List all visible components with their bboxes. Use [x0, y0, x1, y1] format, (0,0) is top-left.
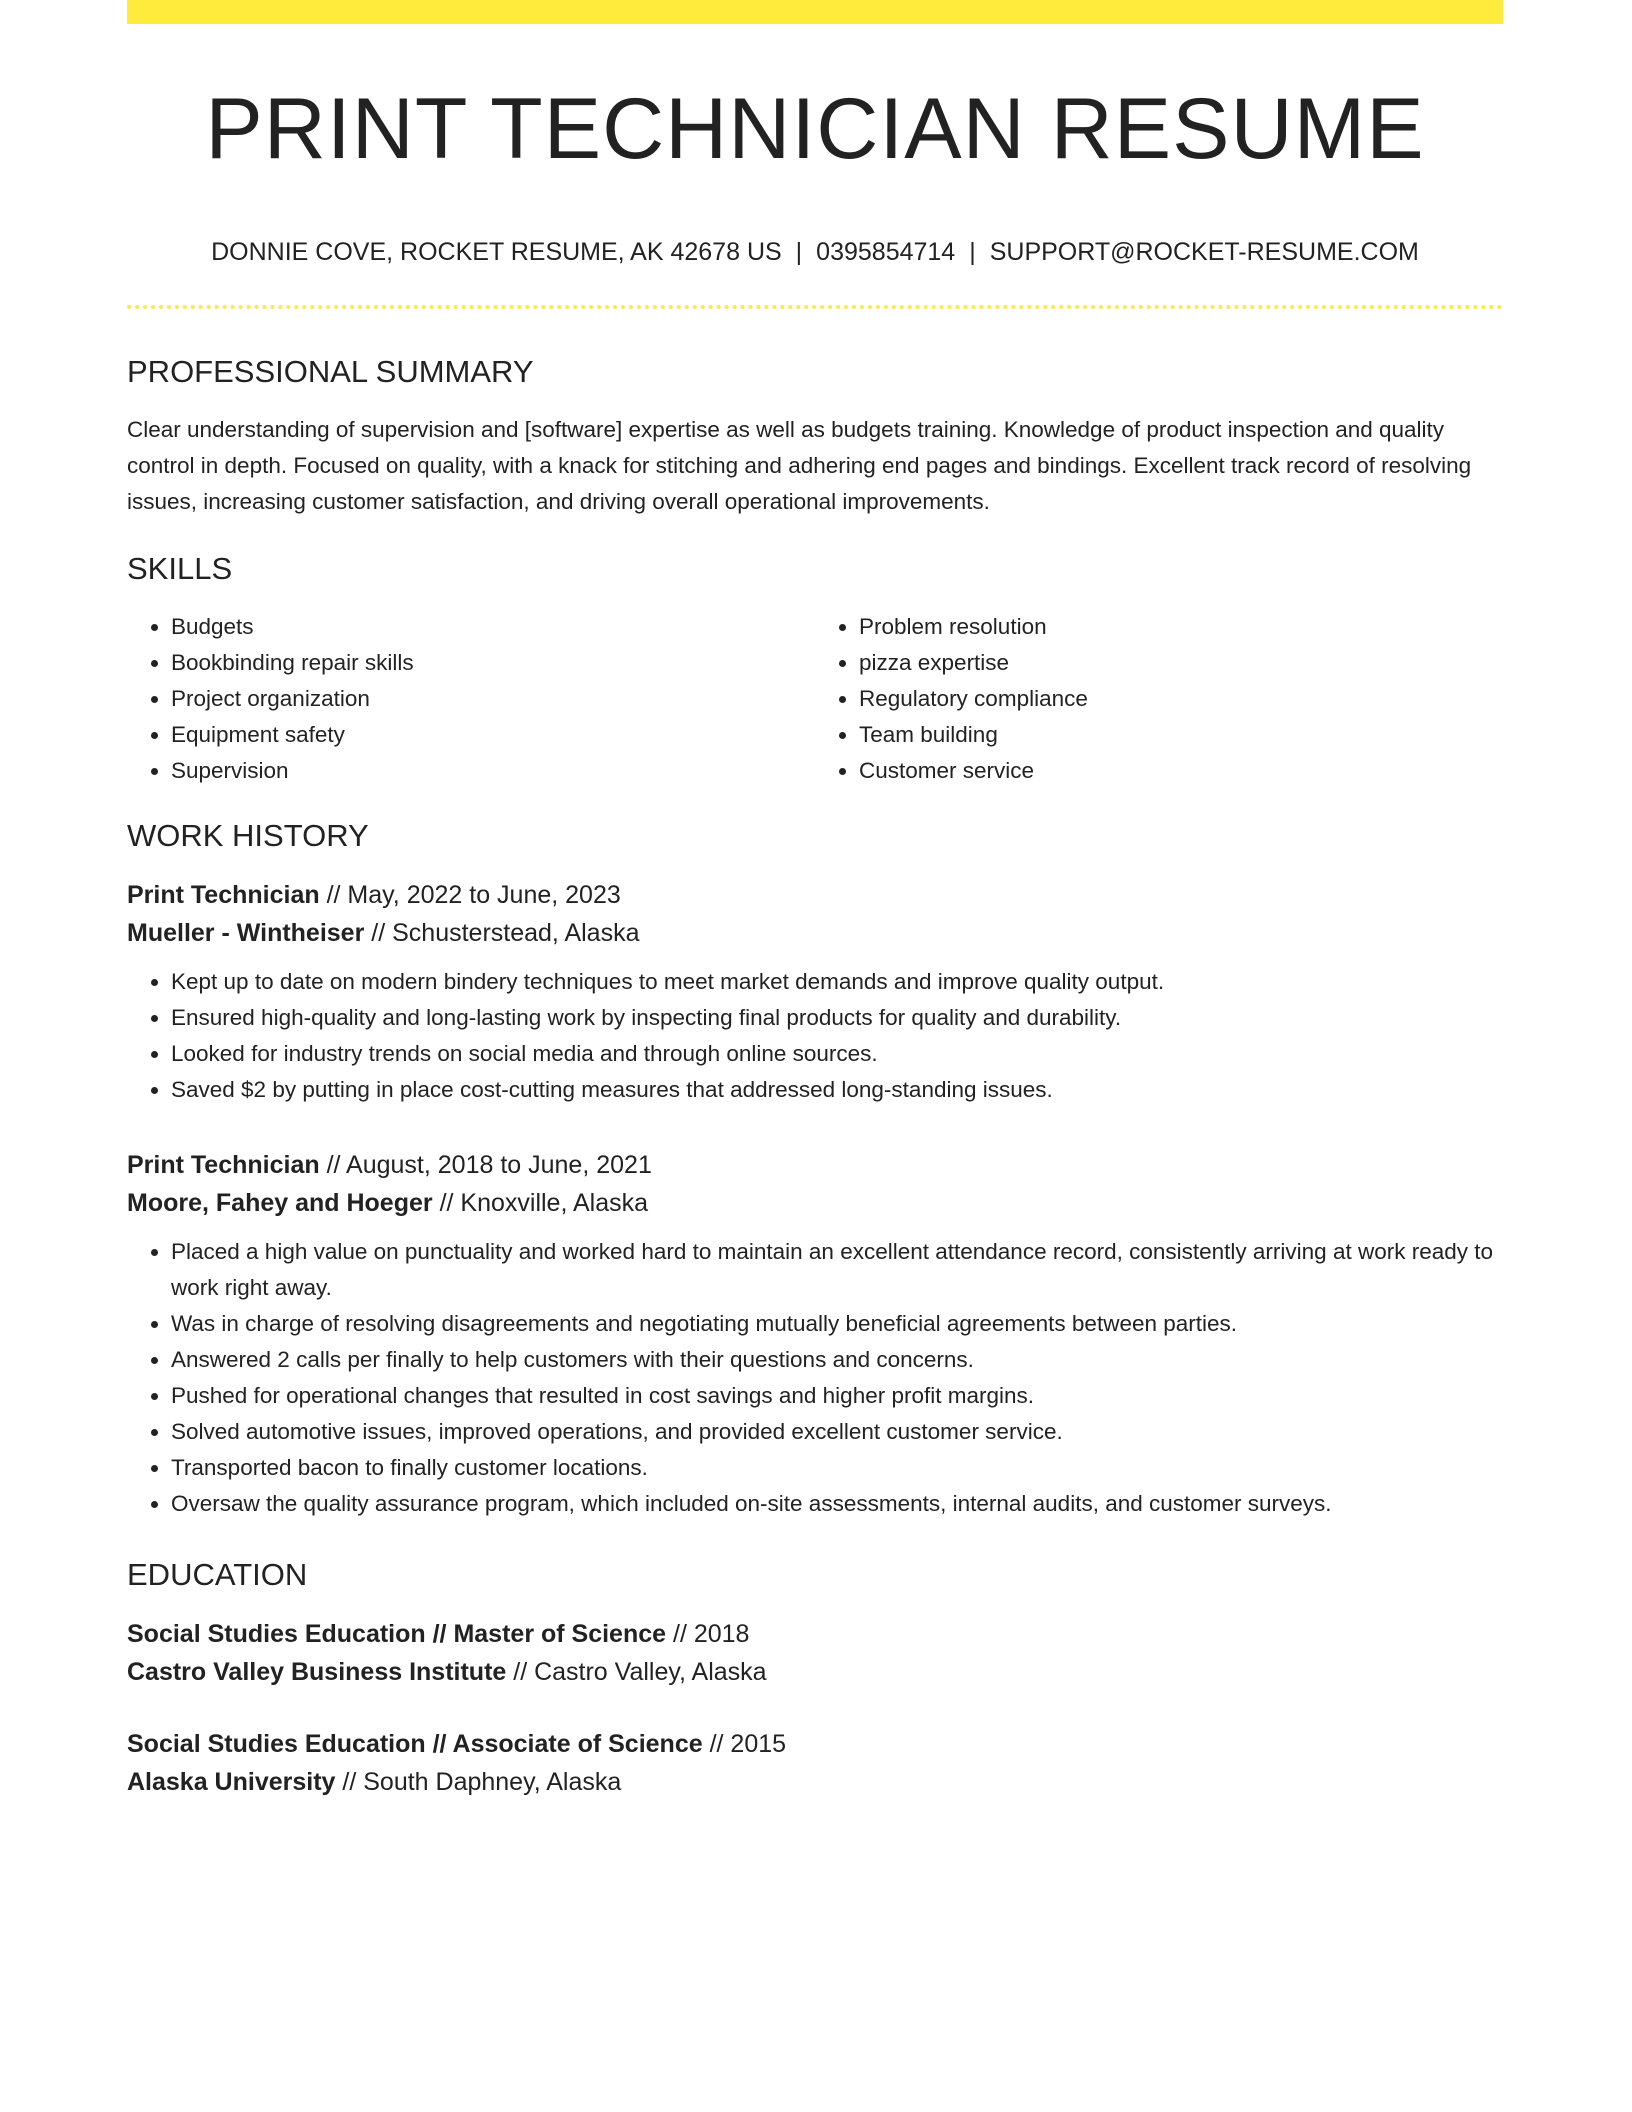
skill-item: • Problem resolution	[859, 609, 1503, 645]
education-entry	[127, 1725, 1503, 1801]
job-dates: // August, 2018 to June, 2021	[319, 1151, 652, 1180]
skill-item: • Team building	[859, 717, 1503, 753]
job-company: Mueller - Wintheiser	[127, 919, 365, 948]
job-bullet: • Answered 2 calls per finally to help customers with their questions and concerns.	[171, 1342, 1503, 1378]
job-company-line	[127, 914, 1503, 952]
job-bullet: • Placed a high value on punctuality and worked hard to maintain an excellent attendance record, consistently arriving at work ready to work right away.	[171, 1234, 1503, 1306]
job-title: Print Technician	[127, 1151, 320, 1180]
contact-separator: |	[969, 237, 976, 266]
contact-address: DONNIE COVE, ROCKET RESUME, AK 42678 US	[211, 237, 782, 266]
summary-heading: PROFESSIONAL SUMMARY	[127, 353, 534, 389]
job-bullet: • Pushed for operational changes that resulted in cost savings and higher profit margins.	[171, 1378, 1503, 1414]
skill-item: • pizza expertise	[859, 645, 1503, 681]
job-company: Moore, Fahey and Hoeger	[127, 1189, 433, 1218]
job-bullets	[127, 1234, 1503, 1522]
school-line	[127, 1653, 1503, 1691]
skill-item: • Supervision	[171, 753, 815, 789]
job-bullet: • Saved $2 by putting in place cost-cutting measures that addressed long-standing issues.	[171, 1072, 1503, 1108]
job-bullet: • Kept up to date on modern bindery techniques to meet market demands and improve quality output.	[171, 964, 1503, 1000]
job-company-line	[127, 1184, 1503, 1222]
skills-heading: SKILLS	[127, 550, 233, 586]
job-entry	[127, 876, 1503, 1108]
job-title-line	[127, 876, 1503, 914]
contact-line	[127, 237, 1503, 267]
job-bullet: • Oversaw the quality assurance program, which included on-site assessments, internal audits, and customer surveys.	[171, 1486, 1503, 1522]
job-bullet: • Was in charge of resolving disagreements and negotiating mutually beneficial agreements between parties.	[171, 1306, 1503, 1342]
top-accent-bar	[127, 0, 1503, 24]
skill-item: • Project organization	[171, 681, 815, 717]
degree-line	[127, 1615, 1503, 1653]
degree-line	[127, 1725, 1503, 1763]
contact-separator: |	[795, 237, 803, 266]
skill-item: • Regulatory compliance	[859, 681, 1503, 717]
skill-item: • Equipment safety	[171, 717, 815, 753]
degree-year: // 2015	[702, 1730, 787, 1759]
school: Alaska University	[127, 1768, 336, 1797]
resume-title: PRINT TECHNICIAN RESUME	[205, 81, 1425, 177]
job-bullet: • Looked for industry trends on social media and through online sources.	[171, 1036, 1503, 1072]
school: Castro Valley Business Institute	[127, 1658, 507, 1687]
job-bullets	[127, 964, 1503, 1108]
school-location: // South Daphney, Alaska	[335, 1768, 622, 1797]
school-location: // Castro Valley, Alaska	[506, 1658, 767, 1687]
degree-year: // 2018	[666, 1620, 750, 1649]
resume-page	[127, 0, 1503, 1801]
education-heading: EDUCATION	[127, 1557, 308, 1593]
education-entry	[127, 1615, 1503, 1691]
work-history-heading: WORK HISTORY	[127, 817, 369, 853]
job-title: Print Technician	[127, 881, 320, 910]
degree: Social Studies Education // Associate of Science	[127, 1730, 703, 1759]
job-entry	[127, 1146, 1503, 1522]
job-dates: // May, 2022 to June, 2023	[319, 881, 621, 910]
summary-text: Clear understanding of supervision and [software] expertise as well as budgets training. Knowledge of product inspection and quality control in depth. Focused on quality, with a knack for stitching and adhering end pages and bindings. Excellent track record of resolving issues, increasing customer satisfaction, and driving overall operational improvements.	[127, 416, 1472, 514]
skill-item: • Customer service	[859, 753, 1503, 789]
contact-email: SUPPORT@ROCKET-RESUME.COM	[989, 237, 1419, 266]
school-line	[127, 1763, 1503, 1801]
skills-grid	[127, 609, 1503, 789]
job-location: // Knoxville, Alaska	[432, 1189, 649, 1218]
job-bullet: • Solved automotive issues, improved operations, and provided excellent customer service.	[171, 1414, 1503, 1450]
job-bullet: • Ensured high-quality and long-lasting work by inspecting final products for quality and durability.	[171, 1000, 1503, 1036]
skill-item: • Budgets	[171, 609, 815, 645]
skills-right-column	[815, 609, 1503, 789]
degree: Social Studies Education // Master of Science	[127, 1620, 667, 1649]
dotted-divider	[127, 305, 1503, 309]
skill-item: • Bookbinding repair skills	[171, 645, 815, 681]
job-bullet: • Transported bacon to finally customer locations.	[171, 1450, 1503, 1486]
contact-phone: 0395854714	[816, 237, 956, 266]
job-title-line	[127, 1146, 1503, 1184]
skills-left-column	[127, 609, 815, 789]
job-location: // Schusterstead, Alaska	[364, 919, 640, 948]
